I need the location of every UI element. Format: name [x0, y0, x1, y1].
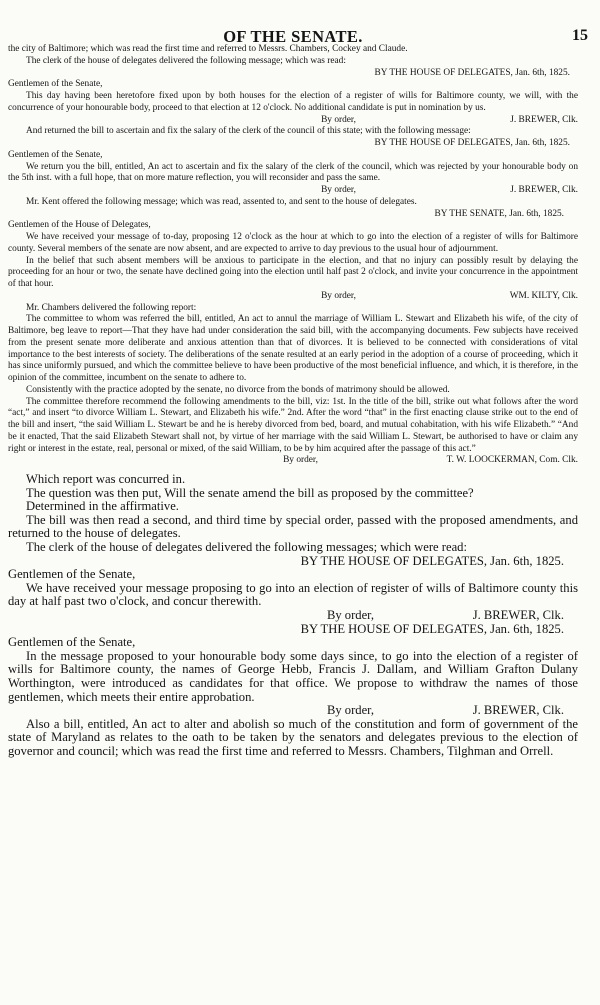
signature-line: [8, 704, 578, 718]
paragraph: Mr. Kent offered the following message; which was read, assented to, and sent to the house of delegates.: [26, 196, 417, 207]
paragraph: Which report was concurred in.: [26, 472, 186, 486]
paragraph: We return you the bill, entitled, An act to ascertain and fix the salary of the clerk of the council, which was rejected by your honourable body on the 5th inst. with a full hope, that on more mature reflection, you will reconsider and pass the same.: [8, 161, 578, 184]
by-order: By order,: [321, 185, 356, 195]
paragraph: Mr. Chambers delivered the following report:: [26, 302, 197, 313]
by-order: By order,: [283, 455, 318, 466]
message-heading: BY THE HOUSE OF DELEGATES, Jan. 6th, 1825.: [374, 67, 570, 78]
by-order: By order,: [326, 703, 374, 718]
paragraph: This day having been heretofore fixed upon by both houses for the election of a register of wills for Baltimore county, we will, with the concurrence of your honourable body, proceed to that election at 12 o'clock. No additional candidate is put in nomination by us.: [8, 91, 578, 113]
salutation: Gentlemen of the Senate,: [8, 149, 103, 160]
signatory: T. W. LOOCKERMAN, Com. Clk.: [446, 455, 578, 466]
by-order: By order,: [321, 114, 356, 125]
paragraph: The committee therefore recommend the following amendments to the bill, viz: 1st. In the title of the bill, strike out what follows after the word “act,” and insert “to divorce William L. Stewart, and Elizabeth his wife.” 2nd. After the word “that” in the first enacting clause strike out to the end of the bill and insert, “the said William L. Stewart be and he is hereby divorced from bed, board, and mutual cohabitation, with his wife Elizabeth.” “And be it enacted, That the said Elizabeth Stewart shall not, by virtue of her marriage with the said William L. Stewart, be authorised to have or claim any right or interest in the estate, real, personal or mixed, of the said William, to be by him acquired after the passage of this act.”: [8, 396, 578, 454]
message-heading: BY THE SENATE, Jan. 6th, 1825.: [434, 208, 564, 219]
paragraph: Consistently with the practice adopted by the senate, no divorce from the bonds of matrimony should be allowed.: [26, 384, 450, 395]
paragraph: Determined in the affirmative.: [26, 499, 179, 514]
message-heading: BY THE HOUSE OF DELEGATES, Jan. 6th, 1825.: [300, 621, 564, 636]
paragraph: We have received your message of to-day, proposing 12 o'clock as the hour at which to go into the election of a register of wills for Baltimore county. Several members of the senate are now absent, and are expected to arrive to day previous to the usual hour of adjournment.: [8, 232, 578, 254]
paragraph: The committee to whom was referred the bill, entitled, An act to annul the marriage of William L. Stewart and Elizabeth his wife, of the city of Baltimore, beg leave to report—That they have had under consideration the said bill, with the accompanying documents. Few subjects have received from the present senate more deliberate and anxious attention than that of divorces. It is believed to be connected with considerations of vital importance to the best interests of society. The deliberations of the senate resulted at an early period in the adoption of a course of proceeding, which it has since uniformly pursued, and which the committee believe to have been productive of the most beneficial influence, and which, it is therefore, in the opinion of the committee, incumbent on the senate to adhere to.: [8, 314, 578, 383]
signature-line: [8, 115, 578, 127]
small-print-section: [8, 44, 578, 467]
page-number: 15: [572, 27, 588, 44]
signatory: J. BREWER, Clk.: [472, 703, 564, 718]
paragraph: the city of Baltimore; which was read the first time and referred to Messrs. Chambers, Cockey and Claude.: [8, 44, 408, 54]
signatory: J. BREWER, Clk.: [472, 607, 564, 622]
large-print-section: [8, 473, 578, 758]
paragraph: And returned the bill to ascertain and fix the salary of the clerk of the council of this state; with the following message:: [26, 126, 471, 137]
message-heading: BY THE HOUSE OF DELEGATES, Jan. 6th, 1825.: [374, 138, 570, 148]
paragraph: The clerk of the house of delegates delivered the following messages; which were read:: [26, 539, 467, 554]
signature-line: [8, 609, 578, 623]
by-order: By order,: [321, 290, 356, 301]
salutation: Gentlemen of the Senate,: [8, 635, 136, 650]
salutation: Gentlemen of the Senate,: [8, 79, 103, 90]
message-heading: BY THE HOUSE OF DELEGATES, Jan. 6th, 1825.: [300, 553, 564, 568]
paragraph: In the belief that such absent members will be anxious to participate in the election, and that no injury can possibly result by delaying the proceeding for an hour or two, the senate have declined going into the election until half past 2 o'clock, and invite your concurrence in the appointment of that hour.: [8, 255, 578, 289]
paragraph: Also a bill, entitled, An act to alter and abolish so much of the constitution and form of government of the state of Maryland as relates to the oath to be taken by the senators and delegates previous to the election of governor and council; which was read the first time and referred to Messrs. Chambers, Tilghman and Orrell.: [8, 716, 578, 758]
paragraph: The bill was then read a second, and third time by special order, passed with the proposed amendments, and returned to the house of delegates.: [8, 512, 578, 541]
by-order: By order,: [326, 607, 374, 622]
page-header: [8, 0, 588, 46]
signature-line: [8, 455, 578, 467]
paragraph: In the message proposed to your honourable body some days since, to go into the election of a register of wills for Baltimore county, the names of George Hebb, Francis J. Dallam, and William Grafton Dulany Worthington, were introduced as candidates for that office. We propose to withdraw the names of those gentlemen, which meets their entire approbation.: [8, 648, 578, 704]
signature-line: [8, 185, 578, 197]
salutation: Gentlemen of the Senate,: [8, 567, 136, 582]
paragraph: We have received your message proposing to go into an election of register of wills of Baltimore county this day at half past two o'clock, and concur therewith.: [8, 580, 578, 609]
paragraph: The clerk of the house of delegates delivered the following message; which was read:: [26, 55, 346, 66]
signatory: WM. KILTY, Clk.: [509, 290, 578, 301]
paragraph: The question was then put, Will the senate amend the bill as proposed by the committee?: [26, 485, 474, 500]
signature-line: [8, 291, 578, 303]
running-title: OF THE SENATE.: [223, 27, 363, 46]
salutation: Gentlemen of the House of Delegates,: [8, 220, 151, 231]
signatory: J. BREWER, Clk.: [510, 185, 578, 195]
signatory: J. BREWER, Clk.: [510, 114, 578, 125]
